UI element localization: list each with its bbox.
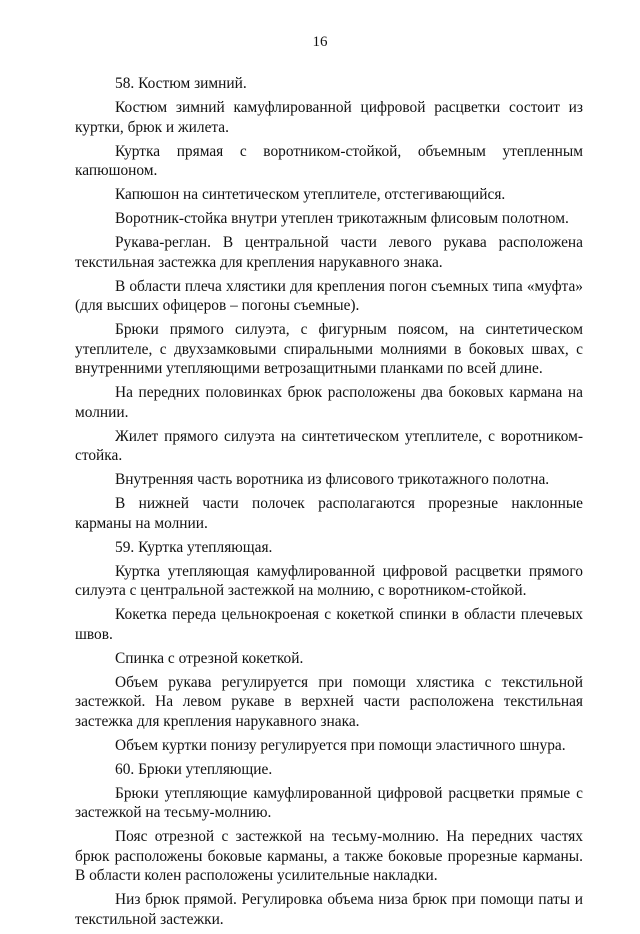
paragraph: Объем рукава регулируется при помощи хлястика с текстильной застежкой. На левом рукаве в верхней части расположена текстильная застежка для крепления нарукавного знака.	[75, 673, 583, 730]
paragraph: Кокетка переда цельнокроеная с кокеткой спинки в области плечевых швов.	[75, 606, 583, 643]
paragraph: Спинка с отрезной кокеткой.	[115, 649, 304, 667]
paragraph: На передних половинках брюк расположены два боковых кармана на молнии.	[75, 384, 583, 421]
paragraph: Куртка утепляющая камуфлированной цифровой расцветки прямого силуэта с центральной застежкой на молнию, с воротником-стойкой.	[75, 562, 583, 599]
paragraph: Брюки прямого силуэта, с фигурным поясом, на синтетическом утеплителе, с двухзамковыми спиральными молниями в боковых швах, с внутренними утепляющими ветрозащитными планками по всей длине.	[75, 321, 583, 377]
paragraph: В области плеча хлястики для крепления погон съемных типа «муфта» (для высших офицеров – погоны съемные).	[75, 277, 583, 314]
section-heading-59: 59. Куртка утепляющая.	[115, 538, 273, 556]
paragraph: Воротник-стойка внутри утеплен трикотажным флисовым полотном.	[115, 210, 569, 227]
paragraph: Пояс отрезной с застежкой на тесьму-молнию. На передних частях брюк расположены боковые карманы, а также боковые прорезные карманы. В области колен расположены усилительные накладки.	[75, 828, 583, 884]
section-heading-58: 58. Костюм зимний.	[115, 75, 247, 92]
paragraph: Брюки утепляющие камуфлированной цифровой расцветки прямые с застежкой на тесьму-молнию.	[75, 784, 583, 821]
paragraph: Костюм зимний камуфлированной цифровой расцветки состоит из куртки, брюк и жилета.	[75, 99, 583, 136]
paragraph: Жилет прямого силуэта на синтетическом утеплителе, с воротником-стойка.	[75, 427, 583, 464]
paragraph: Низ брюк прямой. Регулировка объема низа брюк при помощи паты и текстильной застежки.	[75, 891, 583, 928]
paragraph: Рукава-реглан. В центральной части левого рукава расположена текстильная застежка для крепления нарукавного знака.	[75, 234, 583, 271]
paragraph: Объем куртки понизу регулируется при помощи эластичного шнура.	[115, 736, 566, 754]
section-heading-60: 60. Брюки утепляющие.	[115, 760, 273, 778]
document-body	[75, 74, 583, 934]
page-number: 16	[312, 34, 328, 50]
paragraph: Внутренняя часть воротника из флисового трикотажного полотна.	[115, 471, 550, 488]
paragraph: Куртка прямая с воротником-стойкой, объемным утепленным капюшоном.	[75, 142, 583, 179]
paragraph: В нижней части полочек располагаются прорезные наклонные карманы на молнии.	[75, 495, 583, 532]
paragraph: Капюшон на синтетическом утеплителе, отстегивающийся.	[115, 186, 506, 203]
